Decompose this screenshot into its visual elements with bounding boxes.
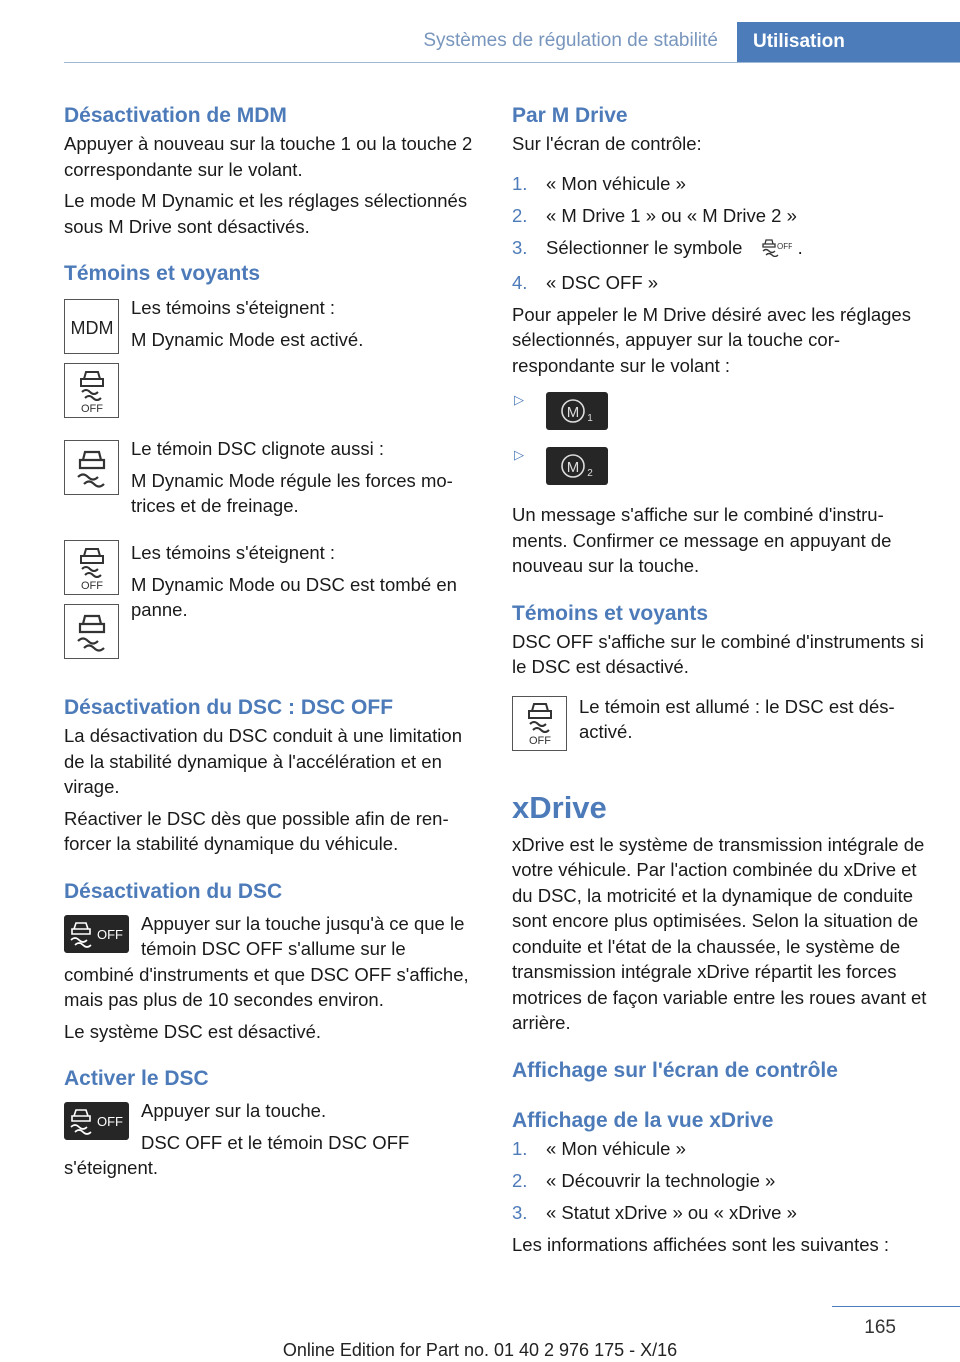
deactivation-paragraph-2: Le système DSC est désactivé. xyxy=(64,1020,322,1042)
list-item xyxy=(512,1168,932,1194)
activer-paragraph-1: Appuyer sur la touche. xyxy=(141,1100,327,1121)
m2-button-icon xyxy=(546,447,608,485)
header-divider xyxy=(64,62,960,63)
list-item xyxy=(512,270,932,296)
heading-temoins-right: Témoins et voyants xyxy=(512,601,709,625)
m1-label: M xyxy=(566,404,580,421)
temoins-3-line-b: M Dynamic Mode ou DSC est tombé en panne. xyxy=(131,573,457,620)
xdrive-paragraph: xDrive est le système de transmission intégrale de votre véhicule. Par l'action combinée du xDrive et du DSC, la motricité et la dynamique de conduite sont encore plus optimisées. Selon la situation de conduite et l'état de la chaussée, le système de transmission intégrale xDrive répartit les forces motrices de façon variable entre les roues avant et arrière. xyxy=(512,833,927,1033)
indicator-group-2 xyxy=(64,436,476,526)
list-item xyxy=(512,392,932,447)
header-chapter-tab: Utilisation xyxy=(737,22,960,63)
temoin-right-text: Le témoin est allumé : le DSC est désactivé. xyxy=(579,695,895,742)
dsc-off-symbol-icon xyxy=(760,237,792,264)
step-number: 2. xyxy=(512,204,528,226)
infos-paragraph: Les informations affichées sont les suivantes : xyxy=(512,1233,890,1255)
dsc-off-button-icon xyxy=(64,1102,129,1140)
heading-mdm-deactivation: Désactivation de MDM xyxy=(64,104,287,127)
footer-edition: Online Edition for Part no. 01 40 2 976 175 - X/16 xyxy=(282,1340,678,1360)
step-text: « M Drive 1 » ou « M Drive 2 » xyxy=(546,204,797,226)
heading-affichage: Affichage sur l'écran de contrôle xyxy=(512,1058,838,1082)
off-icon-text: OFF xyxy=(96,926,123,942)
mdm-paragraph-2: Le mode M Dynamic et les réglages sélectionnés sous M Drive sont désactivés. xyxy=(64,190,468,237)
m-drive-paragraph: Pour appeler le M Drive désiré avec les réglages sélectionnés, appuyer sur la touche correspondante sur le volant : xyxy=(512,303,911,376)
dsc-off-indicator-icon xyxy=(64,363,119,418)
dsc-indicator-icon xyxy=(64,440,119,495)
step-text: « Statut xDrive » ou « xDrive » xyxy=(546,1201,797,1223)
list-item xyxy=(512,235,932,264)
step-text: « Mon véhicule » xyxy=(546,1137,686,1159)
temoins-3-line-a: Les témoins s'éteignent : xyxy=(131,542,336,563)
dsc-off-paragraph-1: La désactivation du DSC conduit à une limitation de la stabilité dynamique à l'accélération et en virage. xyxy=(64,725,462,797)
list-item xyxy=(512,1200,932,1226)
indicator-group-3 xyxy=(64,540,476,673)
m1-sub: 1 xyxy=(587,413,593,424)
deactivation-paragraph-1: Appuyer sur la touche jusqu'à ce que le témoin DSC OFF s'allume sur le combiné d'instruments et que DSC OFF s'affiche, mais pas plus de 10 secondes environ. xyxy=(64,912,469,1010)
page-number: 165 xyxy=(864,1317,896,1338)
list-item xyxy=(512,203,932,229)
step-text: « DSC OFF » xyxy=(546,271,659,293)
message-paragraph: Un message s'affiche sur le combiné d'instruments. Confirmer ce message en appuyant de nouveau sur la touche. xyxy=(512,504,892,576)
step-number: 4. xyxy=(512,271,528,293)
step-suffix: . xyxy=(797,236,803,258)
list-item xyxy=(512,171,932,197)
step-number: 1. xyxy=(512,1137,528,1159)
list-item xyxy=(512,447,932,502)
off-icon-text: OFF xyxy=(96,1114,123,1129)
off-icon-text: OFF xyxy=(80,579,103,592)
left-column xyxy=(64,101,476,1181)
step-number: 3. xyxy=(512,236,528,258)
temoins-right-paragraph: DSC OFF s'affiche sur le combiné d'instruments si le DSC est désactivé. xyxy=(512,630,924,677)
deactivation-block xyxy=(64,911,476,1013)
activer-block xyxy=(64,1098,476,1181)
temoins-1-line-b: M Dynamic Mode est activé. xyxy=(131,328,364,350)
dsc-off-indicator-icon xyxy=(512,696,567,751)
temoins-1-line-a: Les témoins s'éteignent : xyxy=(131,297,336,318)
mdm-icon-text: MDM xyxy=(70,317,113,338)
header-section-title: Systèmes de régulation de stabilité xyxy=(423,30,718,51)
off-icon-text: OFF xyxy=(528,735,551,747)
dsc-off-paragraph-2: Réactiver le DSC dès que possible afin de renforcer la stabilité dynamique du véhicule. xyxy=(64,807,449,854)
m2-sub: 2 xyxy=(587,468,593,479)
step-text: « Mon véhicule » xyxy=(546,172,686,194)
activer-paragraph-2: DSC OFF et le témoin DSC OFF s'éteignent. xyxy=(64,1131,410,1178)
xdrive-steps xyxy=(512,1136,932,1226)
m1-button-icon xyxy=(546,392,608,430)
m-drive-intro: Sur l'écran de contrôle: xyxy=(512,133,702,154)
step-number: 2. xyxy=(512,1169,528,1191)
m-drive-steps xyxy=(512,171,932,296)
heading-vue-xdrive: Affichage de la vue xDrive xyxy=(512,1108,774,1132)
mdm-indicator-icon xyxy=(64,299,119,354)
dsc-off-button-icon xyxy=(64,915,129,953)
indicator-group-1 xyxy=(64,295,476,422)
step-text: Sélectionner le symbole xyxy=(546,236,743,258)
step-number: 3. xyxy=(512,1201,528,1223)
mdm-paragraph-1: Appuyer à nouveau sur la touche 1 ou la touche 2 correspondante sur le volant. xyxy=(64,133,473,180)
bullet-marker: ▷ xyxy=(514,447,524,462)
heading-dsc-off: Désactivation du DSC : DSC OFF xyxy=(64,696,394,719)
step-number: 1. xyxy=(512,172,528,194)
indicator-group-right xyxy=(512,694,932,756)
temoins-2-line-a: Le témoin DSC clignote aussi : xyxy=(131,438,384,459)
dsc-off-indicator-icon xyxy=(64,540,119,595)
off-icon-text: OFF xyxy=(80,402,103,415)
off-icon-text: OFF xyxy=(776,241,792,251)
bullet-marker: ▷ xyxy=(514,392,524,407)
heading-dsc-deactivation: Désactivation du DSC xyxy=(64,879,283,903)
m2-label: M xyxy=(566,459,580,476)
step-text: « Découvrir la technologie » xyxy=(546,1169,776,1191)
heading-activer-dsc: Activer le DSC xyxy=(64,1067,209,1090)
heading-par-m-drive: Par M Drive xyxy=(512,104,628,127)
list-item xyxy=(512,1136,932,1162)
temoins-2-line-b: M Dynamic Mode régule les forces motrices et de freinage. xyxy=(131,469,453,516)
heading-temoins: Témoins et voyants xyxy=(64,262,261,285)
heading-xdrive: xDrive xyxy=(512,789,607,825)
footer-divider xyxy=(832,1306,960,1307)
dsc-indicator-icon xyxy=(64,604,119,659)
right-column xyxy=(512,101,932,1257)
